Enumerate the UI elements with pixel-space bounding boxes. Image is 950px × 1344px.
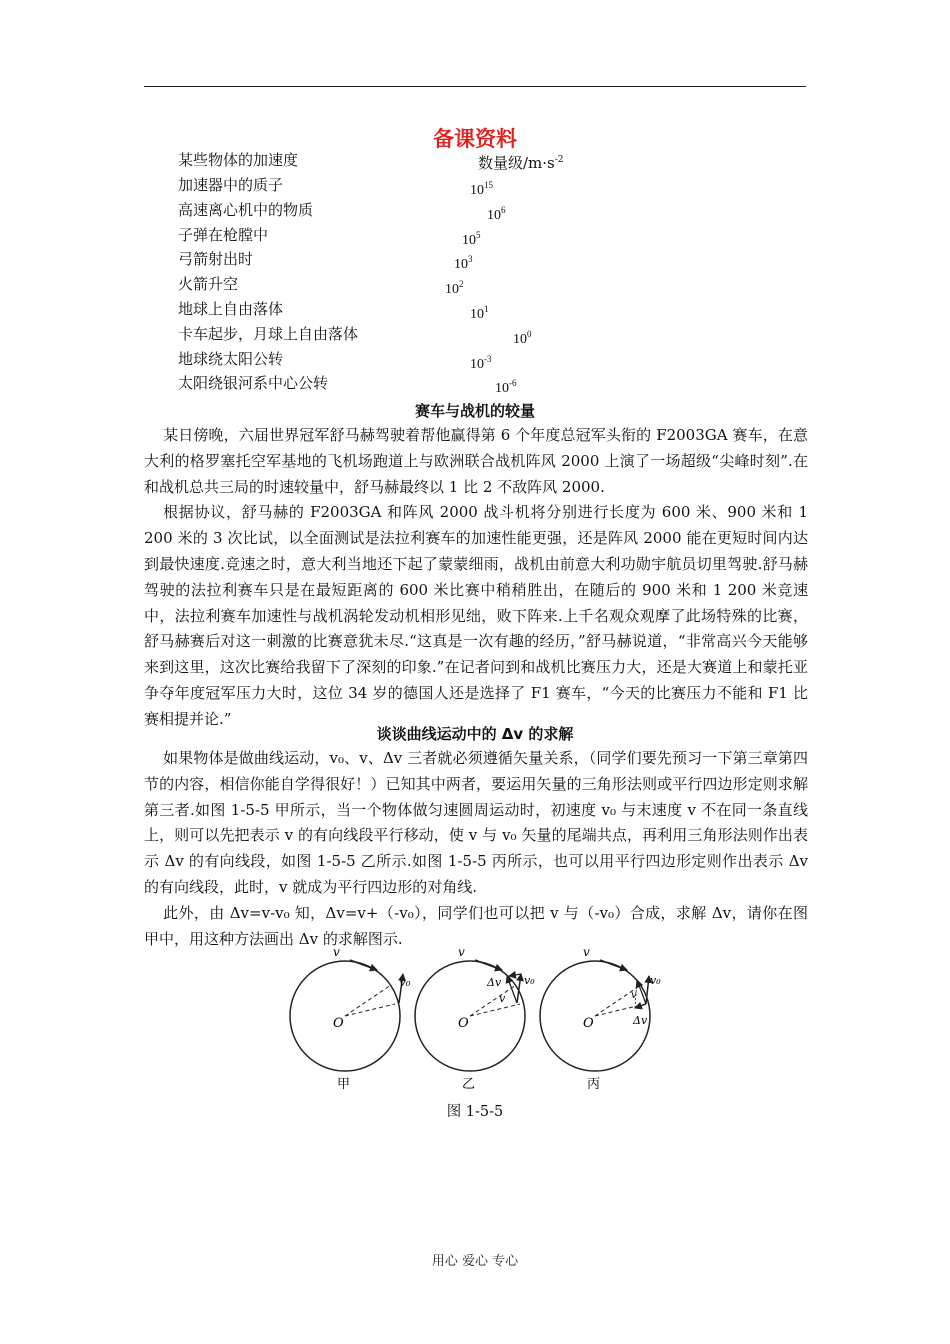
panel-label: 甲 (337, 1077, 351, 1092)
acc-row-label: 地球绕太阳公转 (178, 349, 284, 368)
acc-row-value: $10^{-6}$ (495, 378, 517, 397)
acc-row-label: 加速器中的质子 (178, 176, 284, 194)
label-v: v (458, 945, 465, 959)
paragraph: 如果物体是做曲线运动，v₀、v、Δv 三者就必须遵循矢量关系，（同学们要先预习一下第三章第四节的内容，相信你能自学得很好！）已知其中两者，要运用矢量的三角形法则或平行四边形定则求解第三者.如图 1-5-5 甲所示，当一个物体做匀速圆周运动时，初速度 v₀ 与末速度 v 不在同一条直线上，则可以先把表示 v 的有向线段平行移动，使 v 与 v₀ 矢量的尾端共点，再利用三角形法则作出表示 Δv 的有向线段，如图 1-5-5 乙所示.如图 1-5-5 丙所示，也可以用平行四边形定则作出表示 Δv 的有向线段，此时，v 就成为平行四边形的对角线. (144, 749, 808, 896)
acc-row-label: 火箭升空 (178, 275, 239, 294)
label-dv: Δv (633, 1014, 648, 1027)
section-race-body (144, 423, 808, 733)
radius-dashed (470, 1004, 520, 1016)
paragraph: 此外，由 Δv=v-v₀ 知，Δv=v+（-v₀），同学们也可以把 v 与（-v₀）合成，求解 Δv，请你在图甲中，用这种方法画出 Δv 的求解图示. (144, 903, 808, 948)
acc-row-value: $10^2$ (445, 279, 464, 298)
section-delta-v-body (144, 746, 808, 952)
acc-row-value: $10^{-3}$ (470, 353, 492, 372)
acc-row-label: 高速离心机中的物质 (178, 200, 314, 219)
panel-label: 丙 (587, 1077, 601, 1092)
label-v-shifted: v (499, 992, 506, 1005)
acc-table-header-unit: 数量级$/m\cdot s^{-2}$ (478, 154, 564, 172)
label-v: v (333, 945, 340, 959)
acc-row-label: 地球上自由落体 (178, 300, 284, 318)
section-heading-delta-v: 谈谈曲线运动中的 Δv 的求解 (376, 725, 574, 743)
vector-v-arrow (350, 960, 377, 970)
label-v0: v₀ (524, 974, 535, 987)
section-heading-race: 赛车与战机的较量 (414, 402, 535, 420)
figure-1-5-5 (285, 938, 675, 1102)
radius-dashed (345, 985, 391, 1016)
acc-row-value: $10^1$ (470, 304, 489, 322)
acc-row-label: 太阳绕银河系中心公转 (178, 374, 329, 393)
page-title: 备课资料 (433, 126, 517, 151)
panel-jia (290, 945, 411, 1092)
label-v0: v₀ (650, 974, 661, 987)
acc-row-label: 子弹在枪膛中 (178, 225, 269, 244)
acc-row-value: $10^{15}$ (470, 180, 493, 198)
label-center-o: O (333, 1016, 344, 1031)
label-v-diagonal: v (631, 990, 637, 1001)
header-rule (144, 86, 806, 87)
paragraph: 某日傍晚，六届世界冠军舒马赫驾驶着帮他赢得第 6 个年度总冠军头衔的 F2003GA 赛车，在意大利的格罗塞托空军基地的飞机场跑道上与欧洲联合战机阵风 2000 上演了一场超级“尖峰时刻”.在和战机总共三局的时速较量中，舒马赫最终以 1 比 2 不敌阵风 2000. (144, 426, 808, 496)
figure-caption: 图 1-5-5 (446, 1104, 504, 1120)
vector-v-arrow (600, 960, 627, 970)
panel-label: 乙 (462, 1077, 476, 1092)
acc-row-value: $10^5$ (462, 229, 481, 248)
label-center-o: O (458, 1016, 469, 1031)
label-v: v (583, 945, 590, 959)
radius-dashed (470, 985, 516, 1016)
panel-yi (415, 945, 535, 1092)
acc-row-value: $10^0$ (513, 328, 532, 347)
acc-row-value: $10^6$ (487, 204, 506, 223)
figure-diagram (285, 938, 675, 1098)
acc-table-header-label: 某些物体的加速度 (178, 151, 299, 169)
label-dv: Δv (487, 976, 502, 989)
label-v0: v₀ (399, 975, 411, 989)
acc-row-label: 弓箭射出时 (178, 250, 254, 269)
panel-bing (540, 945, 661, 1092)
paragraph: 根据协议，舒马赫的 F2003GA 和阵风 2000 战斗机将分别进行长度为 600 米、900 米和 1 200 米的 3 次比试，以全面测试是法拉利赛车的加速性能更强，还是阵风 2000 能在更短时间内达到最快速度.竞速之时，意大利当地还下起了蒙蒙细雨，战机由前意大利功勋宇航员切里驾驶.舒马赫驾驶的法拉利赛车只是在最短距离的 600 米比赛中稍稍胜出，在随后的 900 米和 1 200 米竞速中，法拉利赛车加速性与战机涡轮发动机相形见绌，败下阵来.上千名观众观摩了此场特殊的比赛，舒马赫赛后对这一刺激的比赛意犹未尽.“这真是一次有趣的经历，”舒马赫说道，“非常高兴今天能够来到这里，这次比赛给我留下了深刻的印象.”在记者问到和战机比赛压力大，还是大赛道上和蒙托亚争夺年度冠军压力大时，这位 34 岁的德国人还是选择了 F1 赛车，“今天的比赛压力不能和 F1 比赛相提并论.” (144, 503, 808, 728)
radius-dashed (345, 1004, 395, 1016)
acc-row-label: 卡车起步，月球上自由落体 (178, 324, 359, 343)
page-footer: 用心 爱心 专心 (431, 1254, 519, 1269)
label-center-o: O (583, 1016, 594, 1031)
vector-v-arrow (475, 960, 502, 970)
acc-row-value: $10^3$ (454, 254, 473, 273)
vector-dv-arrow (509, 974, 521, 976)
